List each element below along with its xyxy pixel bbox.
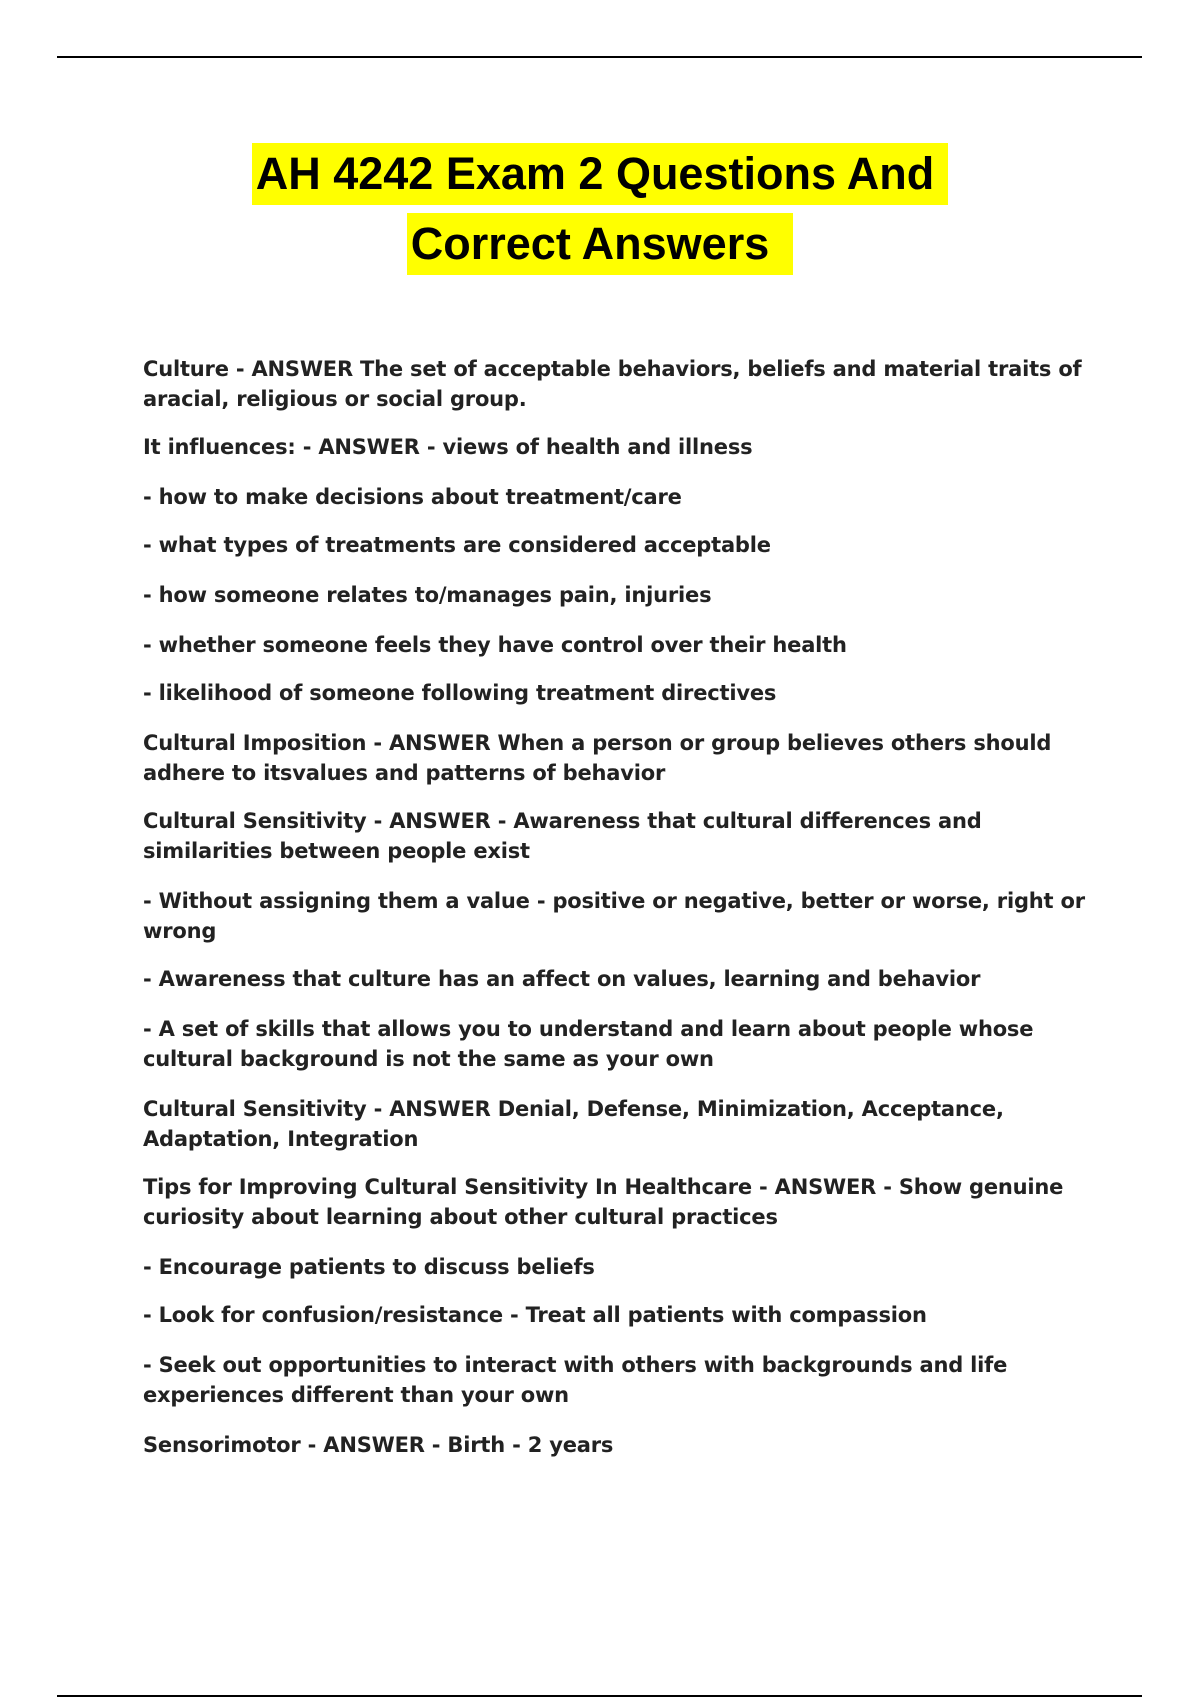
title-line-1: AH 4242 Exam 2 Questions And [252,143,949,205]
document-body [143,354,1103,1460]
qa-entry: Culture - ANSWER The set of acceptable behaviors, beliefs and material traits of aracial, religious or social group. [143,357,1082,411]
qa-entry: Cultural Imposition - ANSWER When a person or group believes others should adhere to itsvalues and patterns of behavior [143,731,1052,785]
qa-entry: Tips for Improving Cultural Sensitivity In Healthcare - ANSWER - Show genuine curiosity about learning about other cultural practices [143,1175,1064,1229]
qa-entry: Cultural Sensitivity - ANSWER - Awareness that cultural differences and similarities between people exist [143,809,982,863]
title-line-2: Correct Answers [407,213,793,275]
qa-entry: - Without assigning them a value - positive or negative, better or worse, right or wrong [143,889,1085,943]
qa-entry: - what types of treatments are considered acceptable [143,533,771,557]
top-rule [57,56,1142,58]
qa-entry: - whether someone feels they have control over their health [143,633,847,657]
qa-entry: - Seek out opportunities to interact with others with backgrounds and life experiences different than your own [143,1353,1008,1407]
qa-entry: It influences: - ANSWER - views of health and illness [143,435,753,459]
document-title [0,143,1200,275]
qa-entry: - Look for confusion/resistance - Treat all patients with compassion [143,1303,927,1327]
qa-entry: - likelihood of someone following treatment directives [143,681,777,705]
qa-entry: - how to make decisions about treatment/care [143,485,682,509]
qa-entry: - how someone relates to/manages pain, injuries [143,583,712,607]
bottom-rule [57,1695,1142,1697]
qa-entry: Sensorimotor - ANSWER - Birth - 2 years [143,1433,614,1457]
qa-entry: - Awareness that culture has an affect on values, learning and behavior [143,967,981,991]
qa-entry: Cultural Sensitivity - ANSWER Denial, Defense, Minimization, Acceptance, Adaptation, Integration [143,1097,1004,1151]
qa-entry: - A set of skills that allows you to understand and learn about people whose cultural background is not the same as your own [143,1017,1034,1071]
qa-entry: - Encourage patients to discuss beliefs [143,1255,595,1279]
